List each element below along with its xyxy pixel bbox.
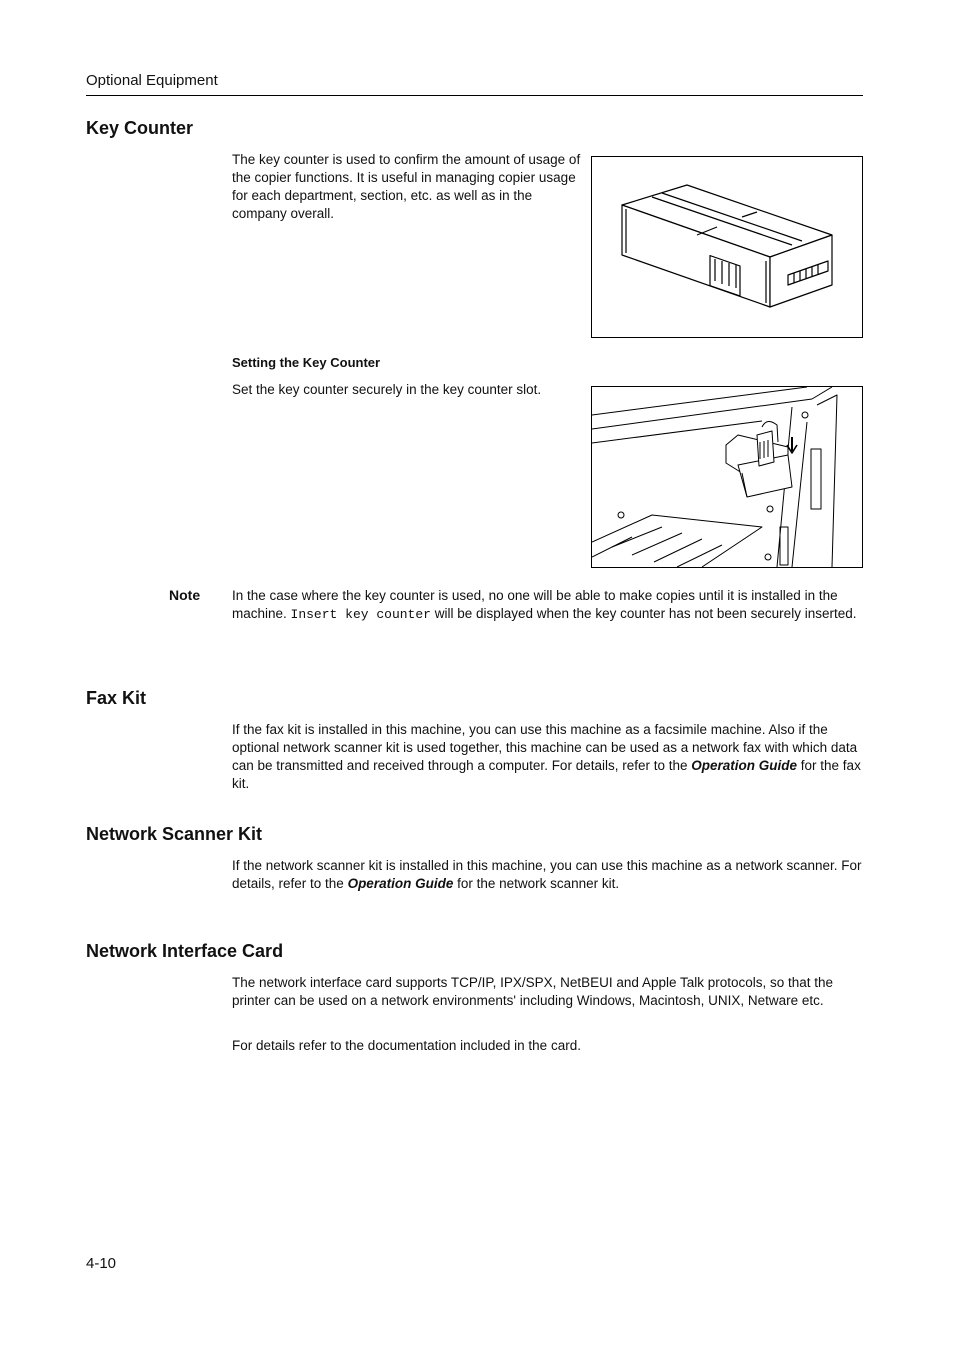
note-text-before: In the case where the key counter is used, no one will be able to make copies until it is installed in the machine. [232,588,838,621]
setting-key-counter-subheading: Setting the Key Counter [232,355,381,370]
setting-key-counter-text: Set the key counter securely in the key counter slot. [232,382,542,397]
key-counter-slot-illustration [591,386,863,568]
fax-kit-operation-guide: Operation Guide [691,758,798,773]
page-number: 4-10 [86,1255,117,1272]
key-counter-intro: The key counter is used to confirm the amount of usage of the copier functions. It is useful in managing copier usage for each department, section, etc. as well as in the company overall. [232,152,581,221]
running-header: Optional Equipment [86,72,218,89]
fax-kit-text [232,721,864,793]
network-interface-card-details: For details refer to the documentation included in the card. [232,1038,581,1053]
fax-kit-text-before: If the fax kit is installed in this machine, you can use this machine as a facsimile machine. Also if the optional network scanner kit is used together, this machine can be used as a network fax with which data can be transmitted and received through a computer. For details, refer to the [232,722,858,773]
header-divider [86,95,863,96]
network-scanner-kit-text [232,857,864,893]
network-interface-card-text: The network interface card supports TCP/IP, IPX/SPX, NetBEUI and Apple Talk protocols, so that the printer can be used on a network environments' including Windows, Macintosh, UNIX, Netware etc. [232,975,834,1008]
section-heading-network-interface-card: Network Interface Card [86,941,284,961]
section-heading-key-counter: Key Counter [86,118,194,138]
note-text-after: will be displayed when the key counter has not been securely inserted. [430,606,857,621]
scanner-kit-operation-guide: Operation Guide [347,876,454,891]
key-counter-illustration [591,156,863,338]
fax-kit-text-after: for the fax kit. [232,758,861,791]
section-heading-network-scanner-kit: Network Scanner Kit [86,824,263,844]
scanner-kit-text-before: If the network scanner kit is installed in this machine, you can use this machine as a network scanner. For details, refer to the [232,858,862,891]
section-heading-fax-kit: Fax Kit [86,688,147,708]
note-message-code: Insert key counter [290,607,431,622]
note-label: Note [169,587,201,603]
scanner-kit-text-after: for the network scanner kit. [453,876,620,891]
key-counter-note [232,587,864,624]
